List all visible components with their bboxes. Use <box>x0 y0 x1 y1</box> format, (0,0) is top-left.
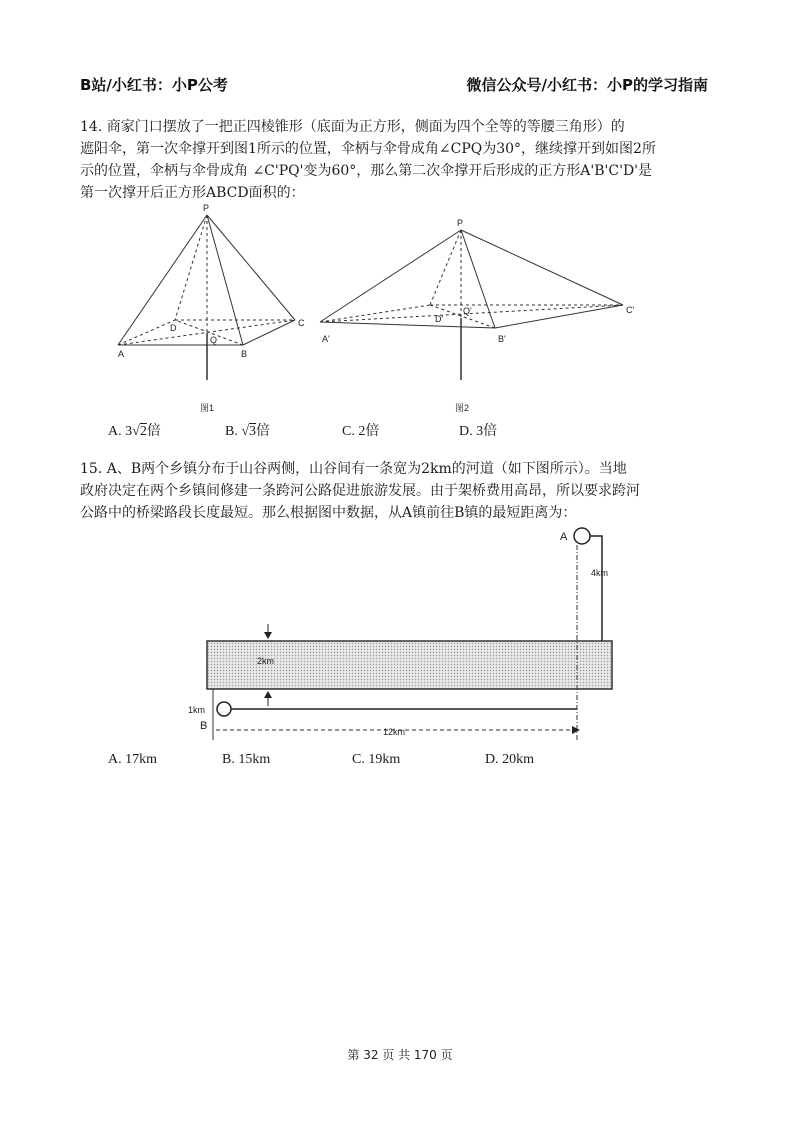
fig1-caption: 图1 <box>200 403 215 413</box>
river-horizontal-label: 12km <box>383 727 406 737</box>
river-dist-a: 4km <box>591 568 609 578</box>
q14-line: 第一次撑开后正方形ABCD面积的： <box>80 185 305 201</box>
fig1-label-d: D <box>170 323 177 333</box>
header-left: B站/小红书：小P公考 <box>80 76 228 94</box>
q15-line: 15. A、B两个乡镇分布于山谷两侧，山谷间有一条宽为2km的河道（如下图所示）。当地 <box>80 461 627 477</box>
q15-option-a[interactable]: A. 17km <box>108 752 157 767</box>
fig1-label-c: C <box>298 318 305 328</box>
fig2-label-d: D' <box>435 314 444 324</box>
q14-line: 示的位置，伞柄与伞骨成角 ∠C'PQ'变为60°，那么第二次伞撑开后形成的正方形A'B'C'D'是 <box>80 163 653 179</box>
page-footer: 第 32 页 共 170 页 <box>347 1048 453 1062</box>
fig2-label-a: A' <box>322 334 330 344</box>
fig1-label-b: B <box>241 349 248 359</box>
q14-line: 遮阳伞，第一次伞撑开到图1所示的位置，伞柄与伞骨成角∠CPQ为30°，继续撑开到如图2所 <box>80 141 656 157</box>
figure-1-pyramid <box>118 215 295 380</box>
fig1-label-a: A <box>118 349 125 359</box>
fig2-label-q: Q' <box>463 306 472 316</box>
fig1-label-p: P <box>203 203 210 213</box>
figure-2-pyramid <box>320 230 623 380</box>
river-dist-b: 1km <box>188 705 206 715</box>
q14-option-b[interactable]: B. √3倍 <box>225 424 271 439</box>
fig2-caption: 图2 <box>455 403 470 413</box>
q15-option-b[interactable]: B. 15km <box>222 752 271 767</box>
q14-option-c[interactable]: C. 2倍 <box>342 424 380 439</box>
header-right: 微信公众号/小红书：小P的学习指南 <box>466 76 708 94</box>
q15-option-d[interactable]: D. 20km <box>485 752 534 767</box>
town-b-marker <box>217 702 231 716</box>
river-width-label: 2km <box>257 656 275 666</box>
figure-river <box>207 528 612 740</box>
question-15-text <box>80 458 720 524</box>
q14-option-a[interactable]: A. 3√2倍 <box>108 424 161 439</box>
river-label-a: A <box>560 531 568 543</box>
q15-line: 政府决定在两个乡镇间修建一条跨河公路促进旅游发展。由于架桥费用高昂，所以要求跨河 <box>80 483 640 499</box>
town-a-marker <box>574 528 590 544</box>
q15-line: 公路中的桥梁路段长度最短。那么根据图中数据，从A镇前往B镇的最短距离为： <box>80 505 577 521</box>
q14-option-d[interactable]: D. 3倍 <box>459 424 498 439</box>
fig1-label-q: Q <box>210 335 218 345</box>
fig2-label-c: C' <box>626 305 635 315</box>
river-label-b: B <box>200 720 208 732</box>
q15-option-c[interactable]: C. 19km <box>352 752 401 767</box>
fig2-label-p: P <box>457 218 464 228</box>
fig2-label-b: B' <box>498 334 506 344</box>
q14-line: 14. 商家门口摆放了一把正四棱锥形（底面为正方形，侧面为四个全等的等腰三角形）的 <box>80 119 625 135</box>
